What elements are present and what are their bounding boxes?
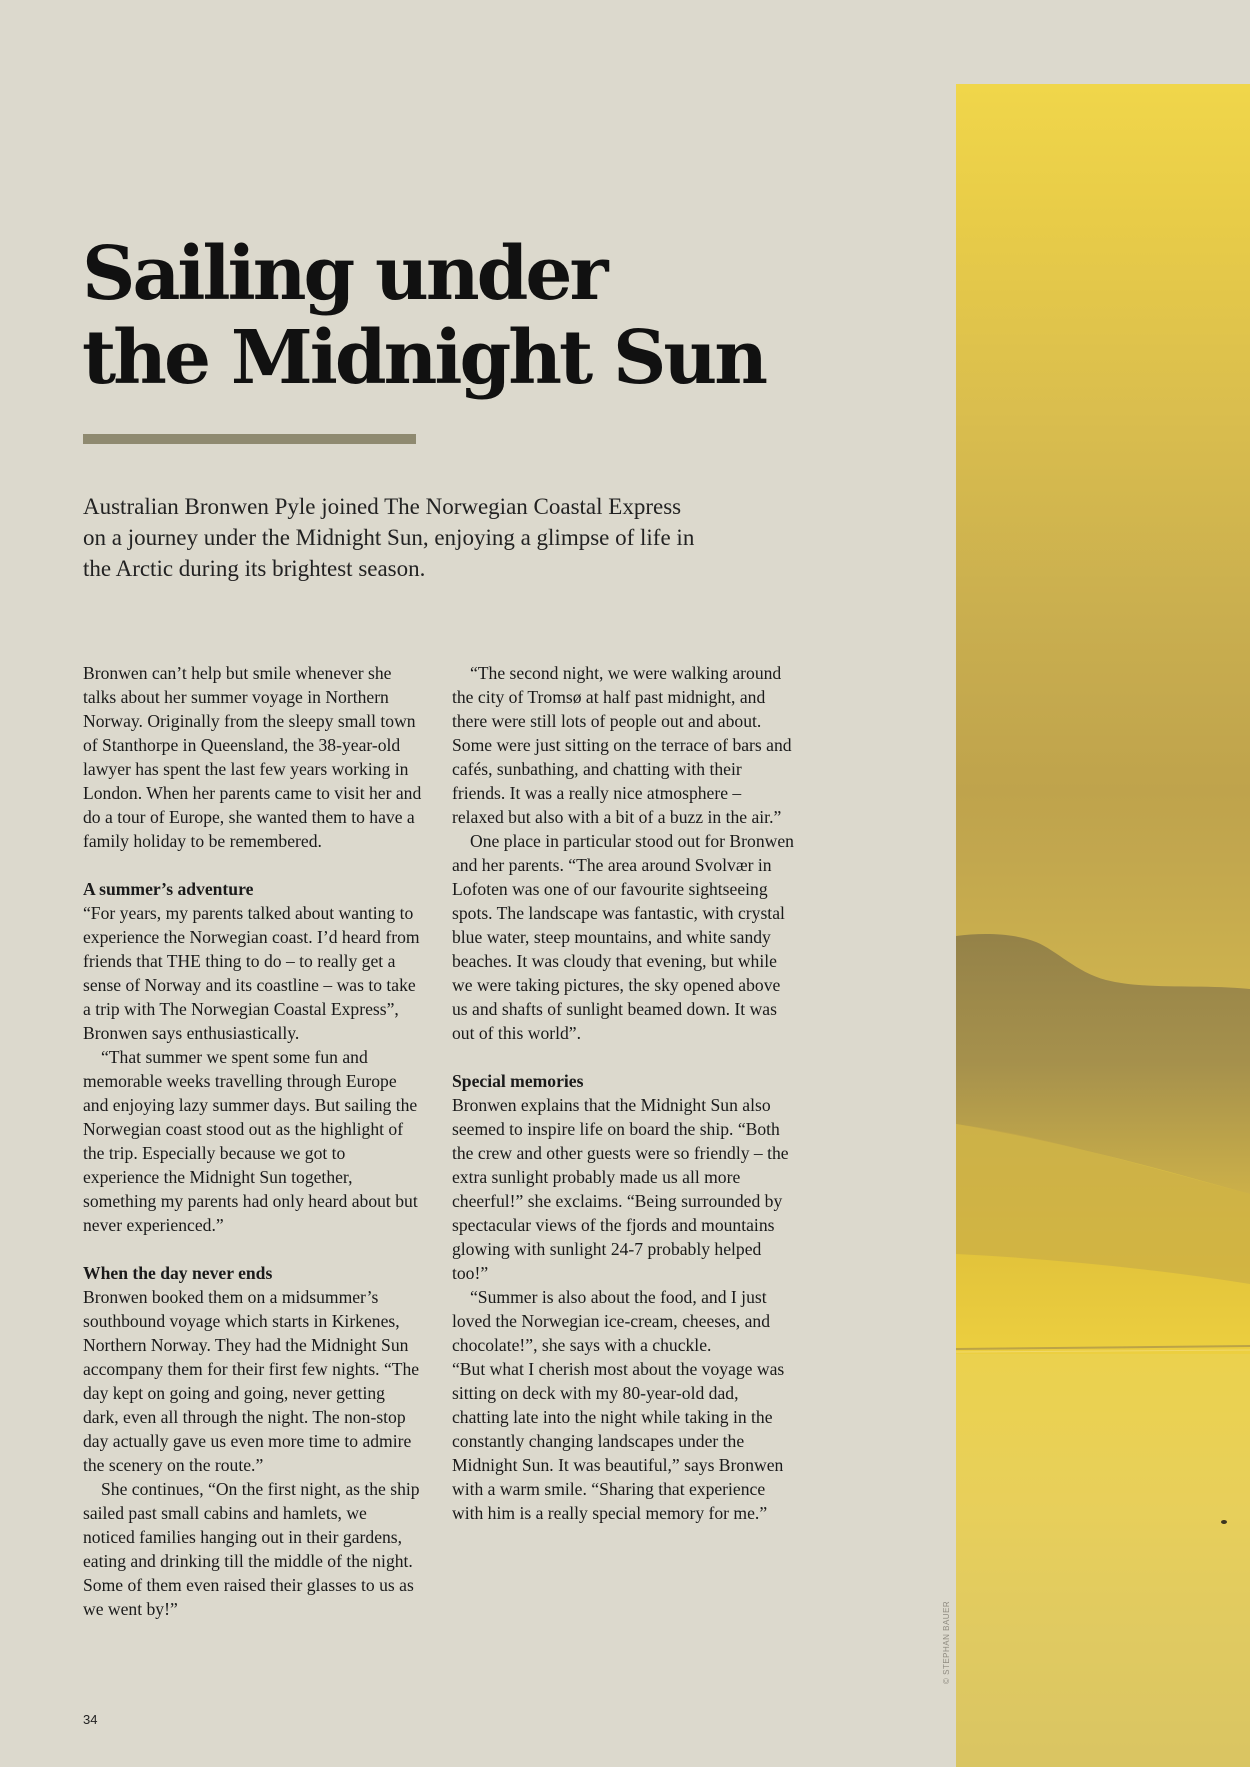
paragraph: Bronwen explains that the Midnight Sun also seemed to inspire life on board the ship. “Both the crew and other guests were so friendly – the extra sunlight probably made us all more cheerful!” she exclaims. “Being surrounded by spectacular views of the fjords and mountains glowing with sunlight 24-7 probably helped too!” (452, 1095, 789, 1283)
photo-credit: © STEPHAN BAUER (942, 1600, 951, 1684)
page-title (82, 232, 765, 400)
page-number: 34 (83, 1712, 98, 1727)
horizon-line (956, 1346, 1250, 1349)
landscape-illustration (956, 84, 1250, 1767)
title-divider (83, 434, 416, 444)
title-line-1: Sailing under (82, 231, 606, 317)
paragraph: Bronwen can’t help but smile whenever she talks about her summer voyage in Northern Norway. Originally from the sleepy small town of Stanthorpe in Queensland, the 38-year-old lawyer has spent the last few years working in London. When her parents came to visit her and do a tour of Europe, she wanted them to have a family holiday to be remembered. (83, 663, 422, 851)
article-column-left (83, 661, 423, 1621)
paragraph: “That summer we spent some fun and memorable weeks travelling through Europe and enjoying lazy summer days. But sailing the Norwegian coast stood out as the highlight of the trip. Especially because we got to experience the Midnight Sun together, something my parents had only heard about but never experienced.” (83, 1047, 418, 1235)
midnight-sun-photo (956, 84, 1250, 1767)
section-heading: When the day never ends (83, 1263, 273, 1283)
paragraph: Bronwen booked them on a midsummer’s southbound voyage which starts in Kirkenes, Northern Norway. They had the Midnight Sun accompany them for their first few nights. “The day kept on going and going, never getting dark, even all through the night. The non-stop day actually gave us even more time to admire the scenery on the route.” (83, 1287, 420, 1475)
paragraph: One place in particular stood out for Bronwen and her parents. “The area around Svolvær in Lofoten was one of our favourite sightseeing spots. The landscape was fantastic, with crystal blue water, steep mountains, and white sandy beaches. It was cloudy that evening, but while we were taking pictures, the sky opened above us and shafts of sunlight beamed down. It was out of this world”. (452, 831, 794, 1043)
section-heading: Special memories (452, 1071, 584, 1091)
paragraph: “The second night, we were walking around the city of Tromsø at half past midnight, and there were still lots of people out and about. Some were just sitting on the terrace of bars and cafés, sunbathing, and chatting with their friends. It was a really nice atmosphere – relaxed but also with a bit of a buzz in the air.” (452, 663, 792, 827)
lead-paragraph: Australian Bronwen Pyle joined The Norwegian Coastal Express on a journey under the Midnight Sun, enjoying a glimpse of life in the Arctic during its brightest season. (83, 494, 695, 581)
article-column-right (452, 661, 797, 1525)
paragraph: “Summer is also about the food, and I just loved the Norwegian ice-cream, cheeses, and chocolate!”, she says with a chuckle. (452, 1287, 771, 1355)
title-line-2: the Midnight Sun (82, 315, 766, 401)
paragraph: She continues, “On the first night, as the ship sailed past small cabins and hamlets, we noticed families hanging out in their gardens, eating and drinking till the middle of the night. Some of them even raised their glasses to us as we went by!” (83, 1479, 420, 1619)
boat-speck (1221, 1520, 1227, 1524)
paragraph: “But what I cherish most about the voyage was sitting on deck with my 80-year-old dad, chatting late into the night while taking in the constantly changing landscapes under the Midnight Sun. It was beautiful,” says Bronwen with a warm smile. “Sharing that experience with him is a really special memory for me.” (452, 1359, 785, 1523)
sea-reflection (956, 1354, 1250, 1767)
section-heading: A summer’s adventure (83, 879, 254, 899)
paragraph: “For years, my parents talked about wanting to experience the Norwegian coast. I’d heard from friends that THE thing to do – to really get a sense of Norway and its coastline – was to take a trip with The Norwegian Coastal Express”, Bronwen says enthusiastically. (83, 903, 420, 1043)
